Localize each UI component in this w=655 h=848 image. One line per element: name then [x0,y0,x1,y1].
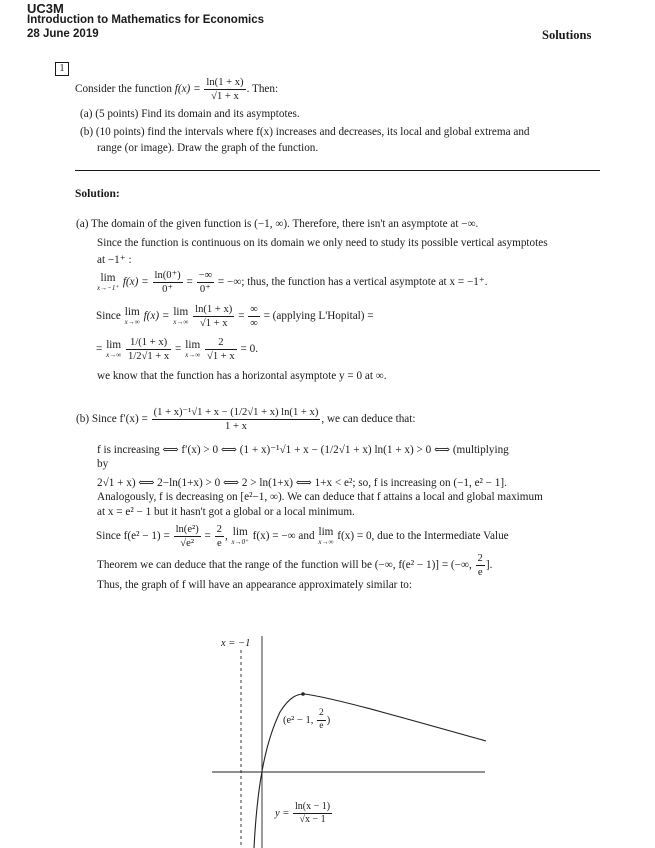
derivative-formula: (b) Since f′(x) = $\frac{\text{(1 + x)⁻¹√1 + x − (1/2√1 + x) ln(1 + x)}}{1 + x}$ , we can deduce that: [76,406,416,432]
increasing-line2: by [97,458,109,470]
limit-operator: lim x→∞ [173,306,189,326]
fraction: $\frac{2}{√1 + x}$ [207,336,235,362]
decreasing-line: Analogously, f is decreasing on [e²−1, ∞). We can deduce that f attains a local and global maximum [97,491,543,503]
maximum-label: (e² − 1, $\frac{2}{e}$ ) [283,708,331,732]
sol-a-line3: at −1⁺ : [97,254,132,266]
institution-label: UC3M [27,1,64,16]
statement-prefix: Consider the function [75,83,175,95]
horizontal-limit-formula: Since lim x→∞ f(x) = lim x→∞ $\frac{\ln(1 + x)}{√1 + x}$ = $\frac{\infty}{\infty}$ = (applying L'Hopital) = [96,303,374,329]
part-a-statement: (a) (5 points) Find its domain and its asymptotes. [80,108,300,120]
vertical-asymptote-formula: lim x→−1⁺ f(x) = $\frac{\ln(0^+)}{0^+}$ = $\frac{-\infty}{0^+}$ = −∞; thus, the function has a vertical asymptote at x = −1⁺. [97,269,488,295]
limit-operator: lim x→0⁺ [231,526,249,546]
limit-operator: lim x→∞ [185,339,201,359]
exam-date: 28 June 2019 [27,28,99,40]
function-numerator: ln(1 + x) [204,77,245,90]
function-denominator: √1 + x [211,90,239,102]
part-b-statement-line1: (b) (10 points) find the intervals where f(x) increases and decreases, its local and global extrema and [80,126,530,138]
sol-a-line2: Since the function is continuous on its domain we only need to study its possible vertical asymptotes [97,237,548,249]
sol-a-line1: (a) The domain of the given function is (−1, ∞). Therefore, there isn't an asymptote at −∞. [76,218,479,230]
function-name: f(x) = [174,83,204,95]
fraction: $\frac{2}{e}$ [477,552,483,578]
derivative-fraction: $\frac{\text{(1 + x)⁻¹√1 + x − (1/2√1 + x) ln(1 + x)}}{1 + x}$ [153,406,319,432]
course-title: Introduction to Mathematics for Economics [27,14,265,26]
fraction: $\frac{\infty}{\infty}$ [250,303,258,329]
solution-heading: Solution: [75,188,120,200]
curve-equation-label: y = $\frac{\ln(x - 1)}{√x - 1}$ [275,800,331,826]
problem-number-box: 1 [55,62,69,76]
increasing-line1: f is increasing ⟺ f′(x) > 0 ⟺ (1 + x)⁻¹√1 + x − (1/2√1 + x) ln(1 + x) > 0 ⟺ (multiplying [97,444,509,456]
fraction: $\frac{2}{e}$ [318,708,324,732]
limit-operator: lim x→∞ [318,526,334,546]
fraction: $\frac{\ln(1 + x)}{√1 + x}$ [195,303,233,329]
doc-type-label: Solutions [542,28,592,42]
maximum-value-formula: Since f(e² − 1) = $\frac{\text{ln(e²)}}{\text{√e²}}$ = $\frac{2}{e}$ , lim x→0⁺ f(x) = −∞ and lim x→∞ f(x) = 0, due to the Intermediate Value [96,523,509,549]
increasing-line3: 2√1 + x) ⟺ 2−ln(1+x) > 0 ⟺ 2 > ln(1+x) ⟺ 1+x < e²; so, f is increasing on (−1, e² − 1]. [97,477,507,489]
part-b-statement-line2: range (or image). Draw the graph of the function. [97,142,319,154]
fraction: $\frac{-\infty}{0^+}$ [198,269,213,295]
fraction: $\frac{\ln(x - 1)}{√x - 1}$ [295,800,331,826]
fraction: $\frac{2}{e}$ [216,523,222,549]
limit-operator: lim x→∞ [124,306,140,326]
graph-intro: Thus, the graph of f will have an appearance approximately similar to: [97,579,413,591]
vertical-asymptote-conclusion: = −∞; thus, the function has a vertical asymptote at x = −1⁺. [217,276,488,288]
limit-operator: lim x→−1⁺ [97,272,120,292]
fraction: $\frac{\ln(0^+)}{0^+}$ [154,269,181,295]
lhopital-formula: = lim x→∞ $\frac{1/(1 + x)}{1/2√1 + x}$ = lim x→∞ $\frac{2}{√1 + x}$ = 0. [96,336,259,362]
asymptote-label: x = −1 [221,638,251,649]
maximum-point [301,692,305,696]
horizontal-asymptote-conclusion: we know that the function has a horizontal asymptote y = 0 at ∞. [97,370,387,382]
limit-operator: lim x→∞ [106,339,122,359]
statement-suffix: . Then: [246,83,279,95]
fraction: $\frac{\text{ln(e²)}}{\text{√e²}}$ [175,523,199,549]
range-line: Theorem we can deduce that the range of the function will be (−∞, f(e² − 1)] = (−∞, $\frac{2}{e}$ ]. [97,552,493,578]
maximum-line: at x = e² − 1 but it hasn't got a global or a local minimum. [97,506,355,518]
fraction: $\frac{1/(1 + x)}{1/2√1 + x}$ [128,336,170,362]
